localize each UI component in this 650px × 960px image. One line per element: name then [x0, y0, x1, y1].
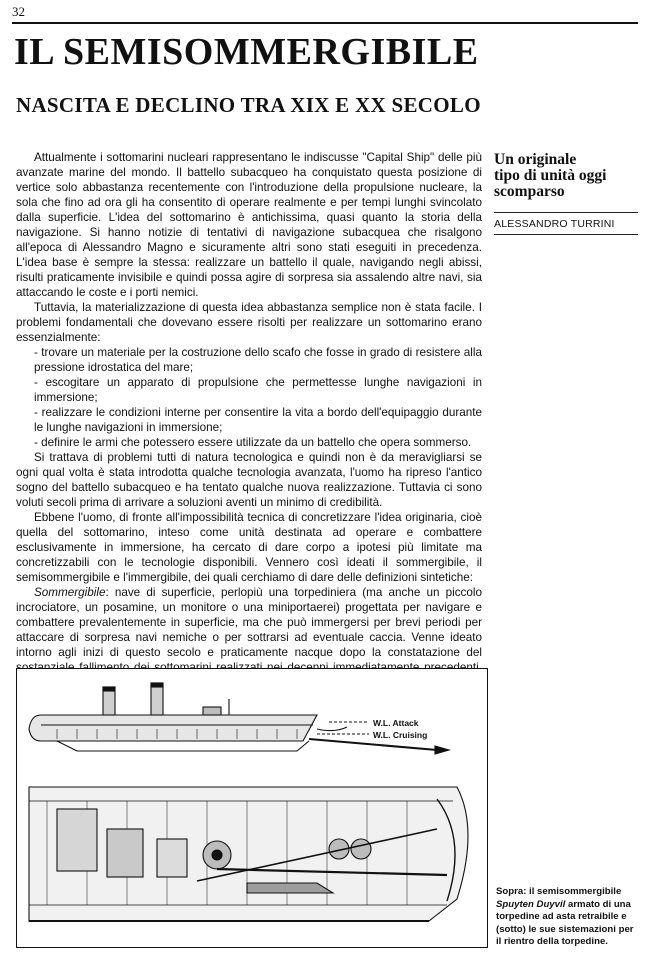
label-wl-attack: W.L. Attack: [373, 718, 419, 728]
smokestack-drawing: [103, 683, 229, 715]
torpedo-spar-drawing: [309, 739, 449, 754]
list-item: - trovare un materiale per la costruzione dello scafo che fosse in grado di resistere alla pressione idrostatica del mare;: [34, 346, 482, 374]
page-number: 32: [12, 4, 25, 19]
article-paragraph: Si trattava di problemi tutti di natura tecnologica e quindi non è da meravigliarsi se ogni qual volta è stata introdotta qualche tecnologia avanzata, l'uomo ha ripreso l'antico sogno del battello subacqueo e ha tentato qualche nuova realizzazione. Tuttavia ci sono voluti secoli prima di arrivare a soluzioni aventi un minimo di credibilità.: [16, 451, 482, 509]
sidebar: [494, 152, 638, 235]
hull-profile-drawing: [29, 715, 347, 751]
list-item: - definire le armi che potessero essere utilizzate da un battello che opera sommerso.: [34, 436, 472, 449]
definition-text: : nave di superficie, perlopiù una torpediniera (ma anche un piccolo incrociatore, un posamine, un monitore o una miniportaerei) progettata per navigare e combattere prevalentemente in superficie, ma che può immergersi per brevi periodi per attaccare di sorpresa navi nemiche o per sottrarsi ad eventuale caccia. Venne ideato intorno agli inizi di questo secolo e praticamente nacque dopo la constatazione del: [16, 586, 482, 659]
article-paragraph: Attualmente i sottomarini nucleari rappresentano le indiscusse "Capital Ship" delle più avanzate marine del mondo. Il battello subacqueo ha conquistato questa posizione di vertice solo abbastanza recentemente con l'introduzione della propulsione nucleare, la sola che fino ad ora gli ha consentito di operare realmente e per tempi lunghi svincolato dalla superficie. L'idea del sottomarino è antichissima, quasi quanto la storia della navigazione. Si hanno notizie di tentativi di navigazione subacquea che risalgono all'epoca di Alessandro Magno e sicuramente altri sono stati eseguiti in precedenza. L'idea base è sempre la stessa: realizzare un battello il quale, navigando negli abissi, risulti praticamente invisibile e quindi possa agire di sorpresa sia assalendo altre navi, sia attaccando le coste e i porti nemici.: [16, 151, 482, 299]
article-title: IL SEMISOMMERGIBILE: [14, 31, 479, 73]
article-paragraph: Tuttavia, la materializzazione di questa idea abbastanza semplice non è stata facile. I problemi fondamentali che dovevano essere risolti per realizzare un sottomarino erano essenzialmente:: [16, 301, 482, 344]
caption-ship-name: Spuyten Duyvil: [496, 898, 566, 910]
tagline-line: tipo di unità oggi: [494, 167, 607, 184]
figure-caption: [496, 886, 640, 949]
caption-text: armato di una torpedine ad asta retraibile e (sotto) le sue sistemazioni per il rientro della torpedine.: [496, 898, 634, 947]
interior-section-drawing: [29, 787, 468, 921]
tagline-line: scomparso: [494, 183, 565, 200]
list-item: - escogitare un apparato di propulsione che permettesse lunghe navigazioni in immersione;: [34, 376, 482, 404]
ship-drawing: [17, 669, 487, 947]
article-body: [16, 150, 482, 705]
tagline-line: Un originale: [494, 151, 577, 168]
figure-box: [16, 668, 488, 948]
list-item: - realizzare le condizioni interne per consentire la vita a bordo dell'equipaggio durante le lunghe navigazioni in immersione;: [34, 406, 482, 434]
author-byline: ALESSANDRO TURRINI: [494, 212, 638, 235]
article-subtitle: NASCITA E DECLINO TRA XIX E XX SECOLO: [16, 93, 481, 117]
sidebar-tagline: [494, 152, 638, 200]
article-paragraph: Ebbene l'uomo, di fronte all'impossibilità tecnica di concretizzare l'idea originaria, cioè quella del sottomarino, inteso come unità destinata ad operare e combattere esclusivamente in immersione, ha cercato di dare corpo a ipotesi più limitate ma concretizzabili con le tecnologie disponibili. Vennero così ideati il sommergibile, il semisommergibile e l'immergibile, dei quali cerchiamo di dare delle definizioni sintetiche:: [16, 511, 482, 584]
definition-term: Sommergibile: [34, 586, 106, 599]
label-wl-cruising: W.L. Cruising: [373, 730, 428, 740]
top-rule: [12, 22, 638, 24]
caption-text: Sopra: il semisommergibile: [496, 886, 622, 897]
waterline-markers: [317, 722, 369, 734]
